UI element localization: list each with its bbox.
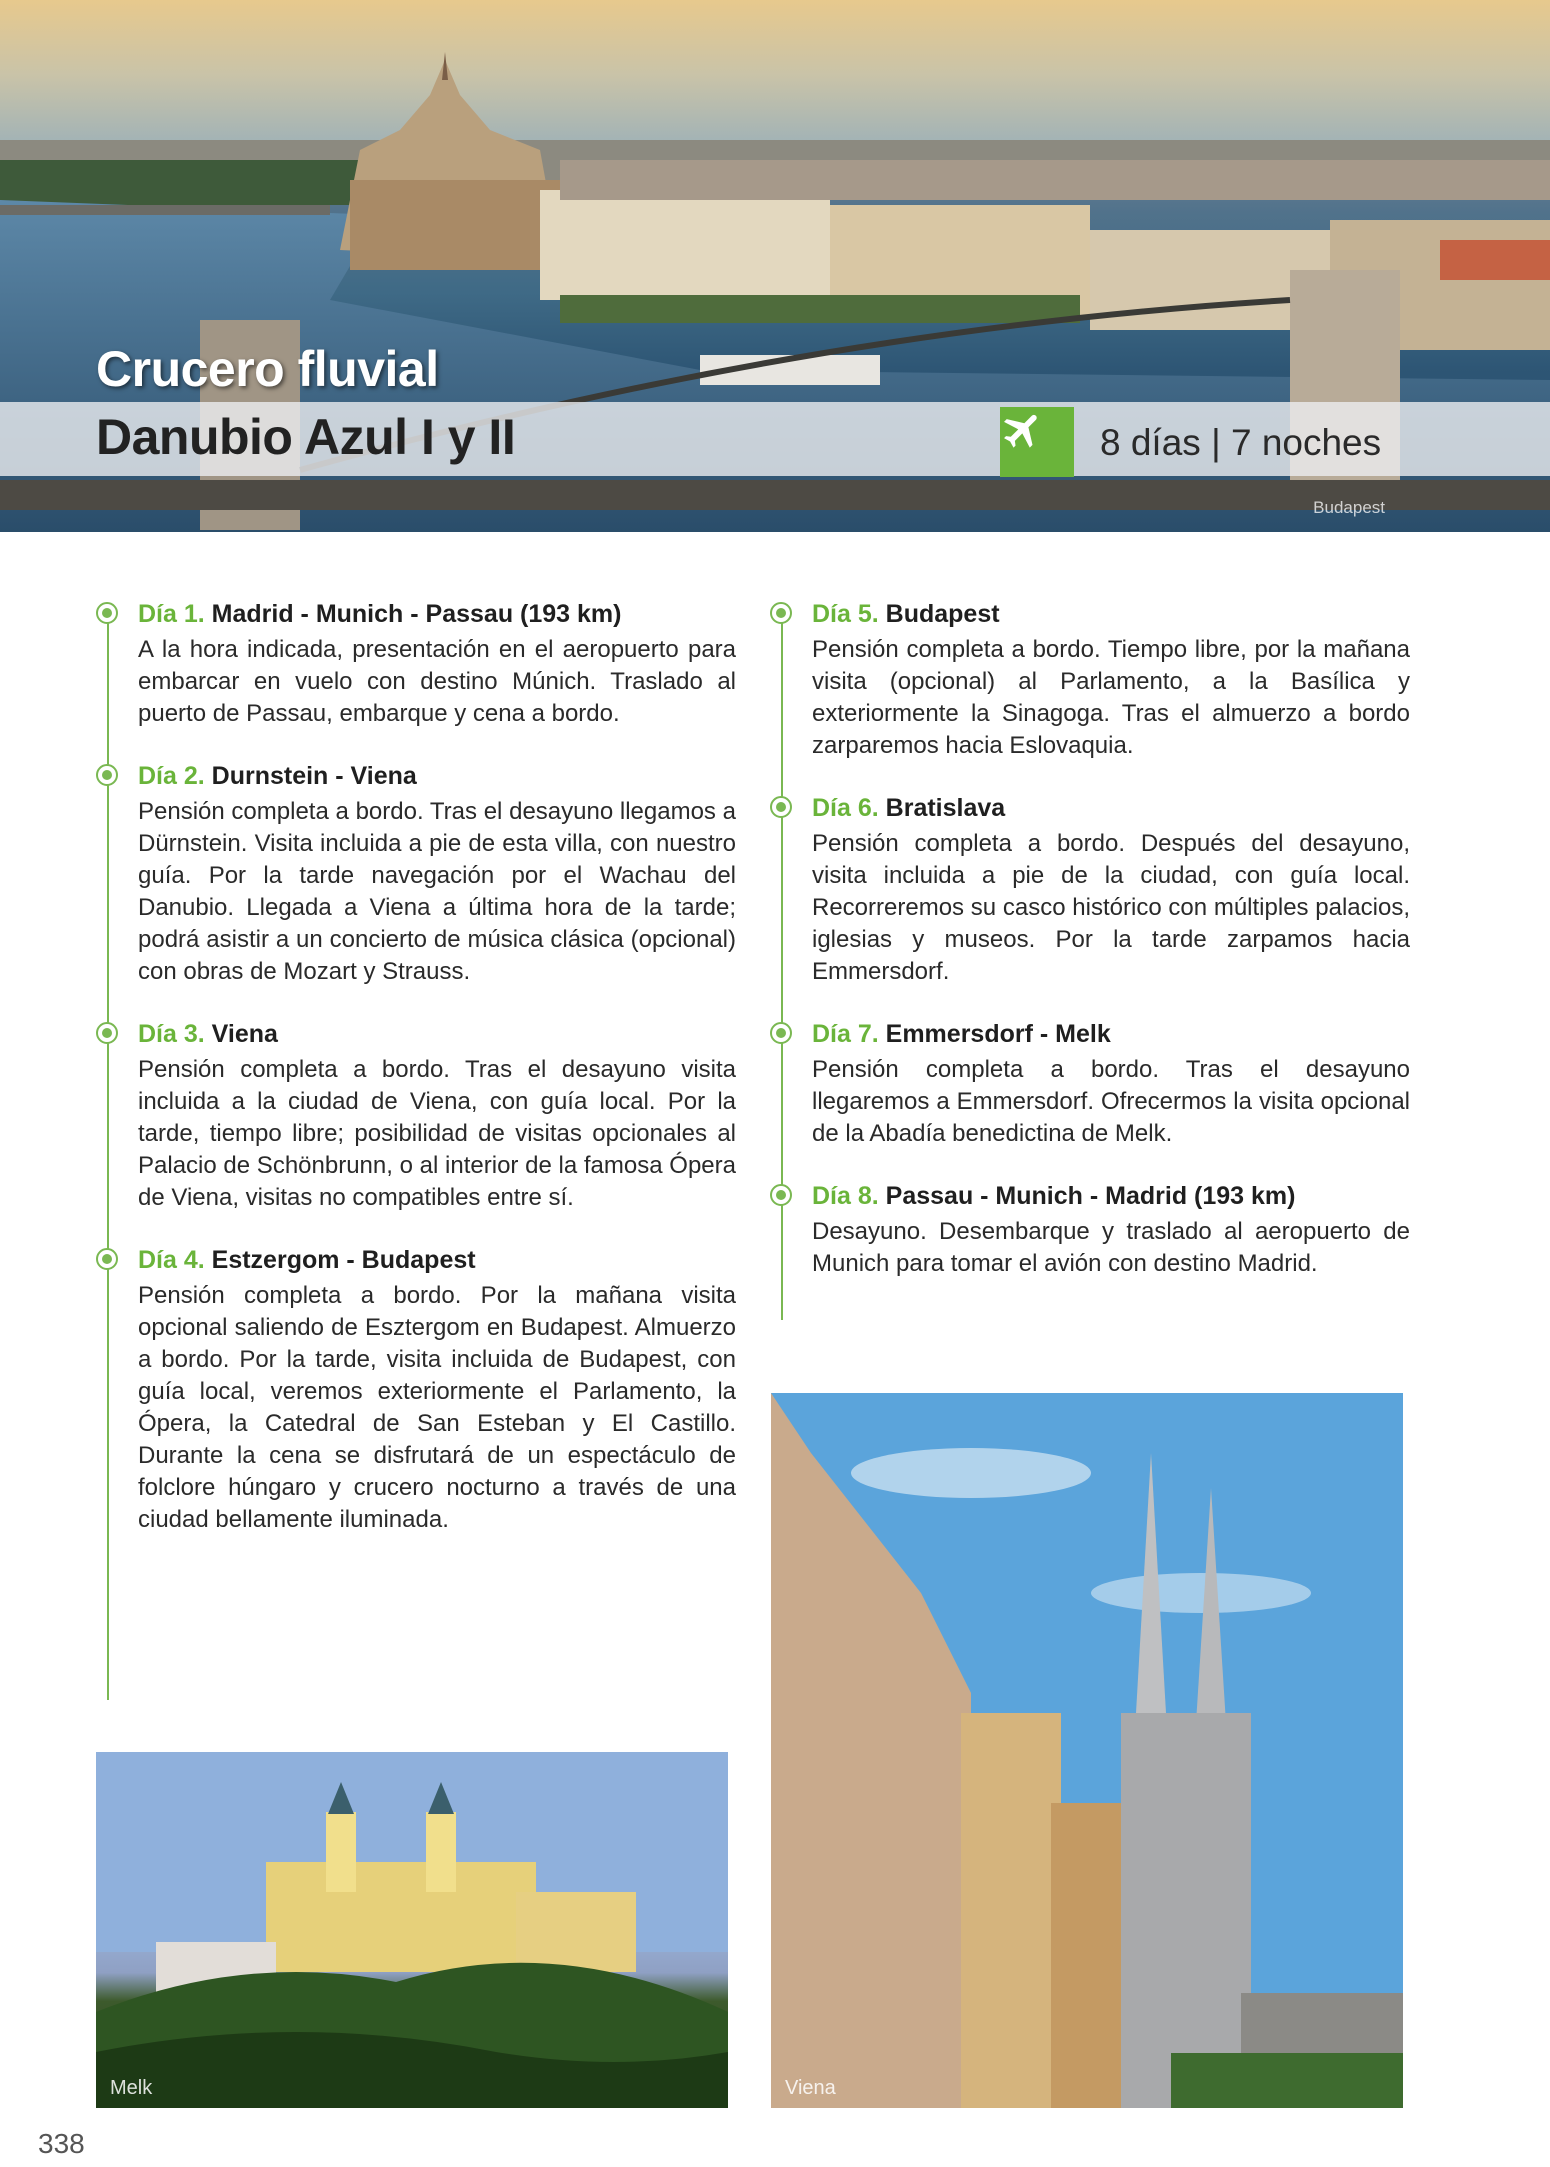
itinerary-right-column — [770, 598, 1410, 1310]
day-heading — [812, 1180, 1410, 1212]
day-route: Durnstein - Viena — [211, 762, 417, 790]
day-heading — [812, 792, 1410, 824]
bullet-icon — [96, 602, 118, 624]
title-subtitle: Crucero fluvial — [96, 341, 439, 397]
day-number: Día 8. — [812, 1182, 879, 1210]
photo-caption: Melk — [110, 2077, 153, 2099]
itinerary-left-column — [96, 598, 736, 1566]
plane-icon-box — [1000, 407, 1074, 477]
photo-caption: Viena — [785, 2077, 836, 2099]
day-description: Pensión completa a bordo. Tiempo libre, por la mañana visita (opcional) al Parlamento, a la Basílica y exteriormente la Sinagoga. Tras el almuerzo a bordo zarparemos hacia Eslovaquia. — [812, 636, 1410, 759]
day-number: Día 1. — [138, 600, 205, 628]
trip-duration: 8 días | 7 noches — [1100, 422, 1382, 463]
day-heading — [138, 1244, 736, 1276]
day-number: Día 7. — [812, 1020, 879, 1048]
bullet-icon — [770, 1184, 792, 1206]
day-route: Emmersdorf - Melk — [885, 1020, 1111, 1048]
day-description: A la hora indicada, presentación en el aeropuerto para embarcar en vuelo con destino Múnich. Traslado al puerto de Passau, embarque y cena a bordo. — [138, 636, 736, 727]
day-description: Pensión completa a bordo. Tras el desayuno llegaremos a Emmersdorf. Ofrecermos la visita opcional de la Abadía benedictina de Melk. — [812, 1056, 1410, 1147]
vienna-illustration — [771, 1393, 1403, 2108]
melk-abbey-photo — [96, 1752, 728, 2108]
day-description: Desayuno. Desembarque y traslado al aeropuerto de Munich para tomar el avión con destino Madrid. — [812, 1218, 1410, 1277]
day-route: Passau - Munich - Madrid (193 km) — [885, 1182, 1296, 1210]
day-heading — [138, 1018, 736, 1050]
melk-abbey-illustration — [96, 1752, 728, 2108]
itinerary-day — [96, 1244, 736, 1536]
day-description: Pensión completa a bordo. Tras el desayuno llegamos a Dürnstein. Visita incluida a pie de esta villa, con nuestro guía. Por la tarde navegación por el Wachau del Danubio. Llegada a Viena a última hora de la tarde; podrá asistir a un concierto de música clásica (opcional) con obras de Mozart y Strauss. — [138, 798, 736, 985]
day-heading — [138, 598, 736, 630]
itinerary-day — [770, 792, 1410, 988]
day-route: Viena — [211, 1020, 278, 1048]
page-number: 338 — [38, 2128, 85, 2159]
itinerary-day — [96, 1018, 736, 1214]
day-number: Día 5. — [812, 600, 879, 628]
itinerary-day — [96, 760, 736, 988]
day-number: Día 2. — [138, 762, 205, 790]
day-route: Madrid - Munich - Passau (193 km) — [211, 600, 622, 628]
day-description: Pensión completa a bordo. Tras el desayuno visita incluida a la ciudad de Viena, con guía local. Por la tarde, tiempo libre; posibilidad de visitas opcionales al Palacio de Schönbrunn, o al interior de la famosa Ópera de Viena, visitas no compatibles entre sí. — [138, 1056, 736, 1211]
day-heading — [138, 760, 736, 792]
itinerary-day — [770, 1018, 1410, 1150]
bullet-icon — [96, 1248, 118, 1270]
itinerary-day — [770, 598, 1410, 762]
photo-caption: Budapest — [1313, 498, 1385, 517]
day-description: Pensión completa a bordo. Después del desayuno, visita incluida a pie de la ciudad, con guía local. Recorreremos su casco histórico con múltiples palacios, iglesias y museos. Por la tarde zarpamos hacia Emmersdorf. — [812, 830, 1410, 985]
itinerary-day — [770, 1180, 1410, 1280]
bullet-icon — [96, 764, 118, 786]
day-number: Día 6. — [812, 794, 879, 822]
day-route: Bratislava — [885, 794, 1006, 822]
hero-banner — [0, 0, 1550, 532]
itinerary-day — [96, 598, 736, 730]
bullet-icon — [96, 1022, 118, 1044]
day-heading — [812, 1018, 1410, 1050]
bullet-icon — [770, 796, 792, 818]
day-route: Budapest — [885, 600, 1000, 628]
plane-icon — [1000, 407, 1046, 453]
bullet-icon — [770, 602, 792, 624]
day-number: Día 3. — [138, 1020, 205, 1048]
bullet-icon — [770, 1022, 792, 1044]
day-heading — [812, 598, 1410, 630]
day-number: Día 4. — [138, 1246, 205, 1274]
page-title: Danubio Azul I y II — [96, 409, 516, 465]
day-description: Pensión completa a bordo. Por la mañana visita opcional saliendo de Esztergom en Budapest. Almuerzo a bordo. Por la tarde, visita incluida de Budapest, con guía local, veremos exteriormente el Parlamento, la Ópera, la Catedral de San Esteban y El Castillo. Durante la cena se disfrutará de un espectáculo de folclore húngaro y crucero nocturno a través de una ciudad bellamente iluminada. — [138, 1282, 736, 1533]
votivkirche-photo — [771, 1393, 1403, 2108]
day-route: Estzergom - Budapest — [211, 1246, 476, 1274]
